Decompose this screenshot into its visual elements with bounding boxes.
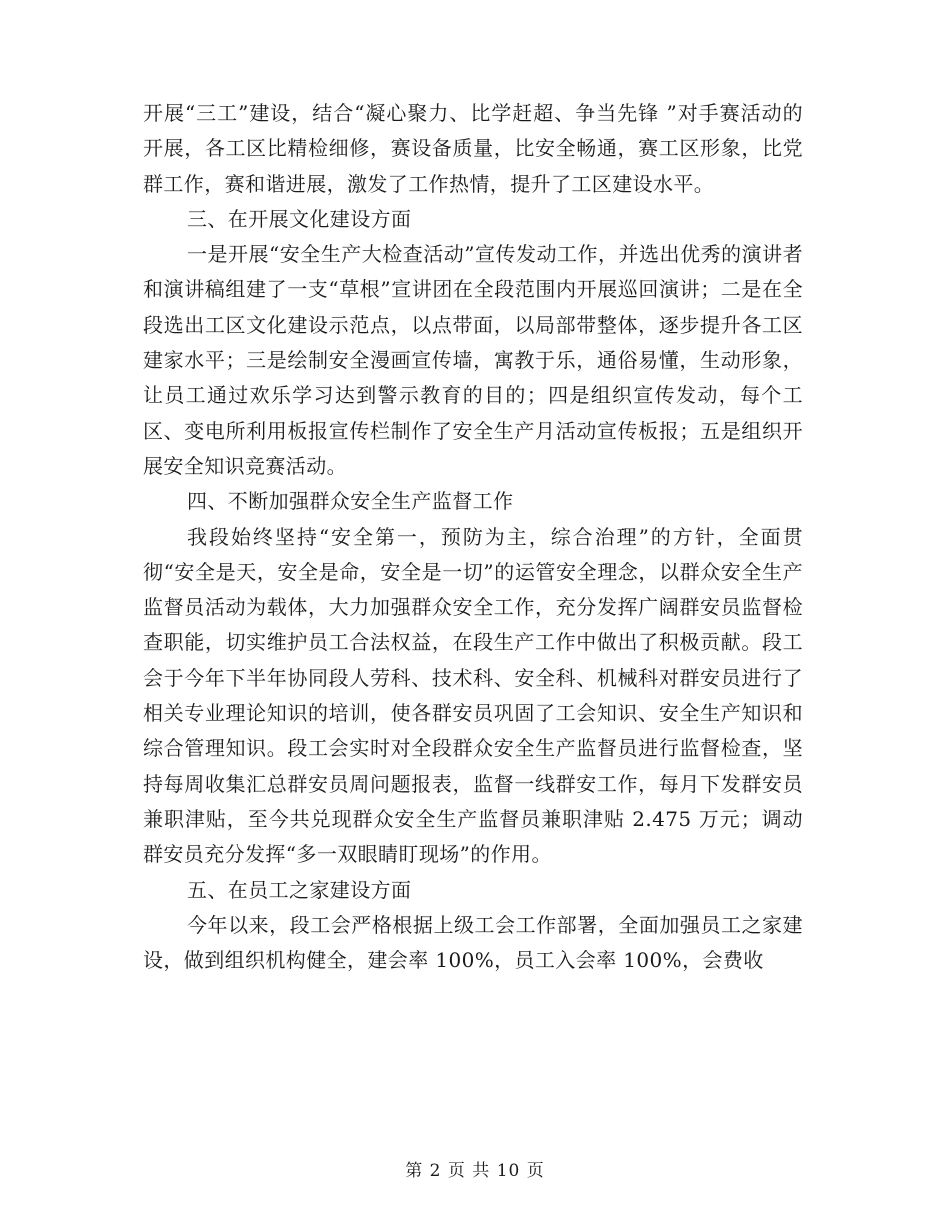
paragraph-employee-home: 今年以来，段工会严格根据上级工会工作部署，全面加强员工之家建设，做到组织机构健全，建会率 100%，员工入会率 100%，会费收 (143, 912, 803, 973)
paragraph-culture: 一是开展“安全生产大检查活动”宣传发动工作，并选出优秀的演讲者和演讲稿组建了一支“草根”宣讲团在全段范围内开展巡回演讲；二是在全段选出工区文化建设示范点，以点带面，以局部带整体，逐步提升各工区建家水平；三是绘制安全漫画宣传墙，寓教于乐，通俗易懂，生动形象，让员工通过欢乐学习达到警示教育的目的；四是组织宣传发动，每个工区、变电所利用板报宣传栏制作了安全生产月活动宣传板报；五是组织开展安全知识竞赛活动。 (143, 242, 803, 478)
paragraph-1: 开展“三工”建设，结合“凝心聚力、比学赶超、争当先锋 ”对手赛活动的开展，各工区比精检细修，赛设备质量，比安全畅通，赛工区形象，比党群工作，赛和谐进展，激发了工作热情，提升了工区建设水平。 (143, 101, 803, 196)
section-heading-4: 四、不断加强群众安全生产监督工作 (187, 489, 514, 514)
paragraph-supervision: 我段始终坚持“安全第一，预防为主，综合治理”的方针，全面贯彻“安全是天，安全是命，安全是一切”的运管安全理念，以群众安全生产监督员活动为载体，大力加强群众安全工作，充分发挥广阔群安员监督检查职能，切实维护员工合法权益，在段生产工作中做出了积极贡献。段工会于今年下半年协同段人劳科、技术科、安全科、机械科对群安员进行了相关专业理论知识的培训，使各群安员巩固了工会知识、安全生产知识和综合管理知识。段工会实时对全段群众安全生产监督员进行监督检查，坚持每周收集汇总群安员周问题报表，监督一线群安工作，每月下发群安员兼职津贴，至今共兑现群众安全生产监督员兼职津贴 2.475 万元；调动群安员充分发挥“多一双眼睛盯现场”的作用。 (143, 524, 803, 867)
section-heading-3: 三、在开展文化建设方面 (187, 206, 412, 231)
page-number-footer: 第 2 页 共 10 页 (405, 1161, 545, 1181)
document-body (143, 96, 803, 978)
section-heading-5: 五、在员工之家建设方面 (187, 877, 412, 902)
